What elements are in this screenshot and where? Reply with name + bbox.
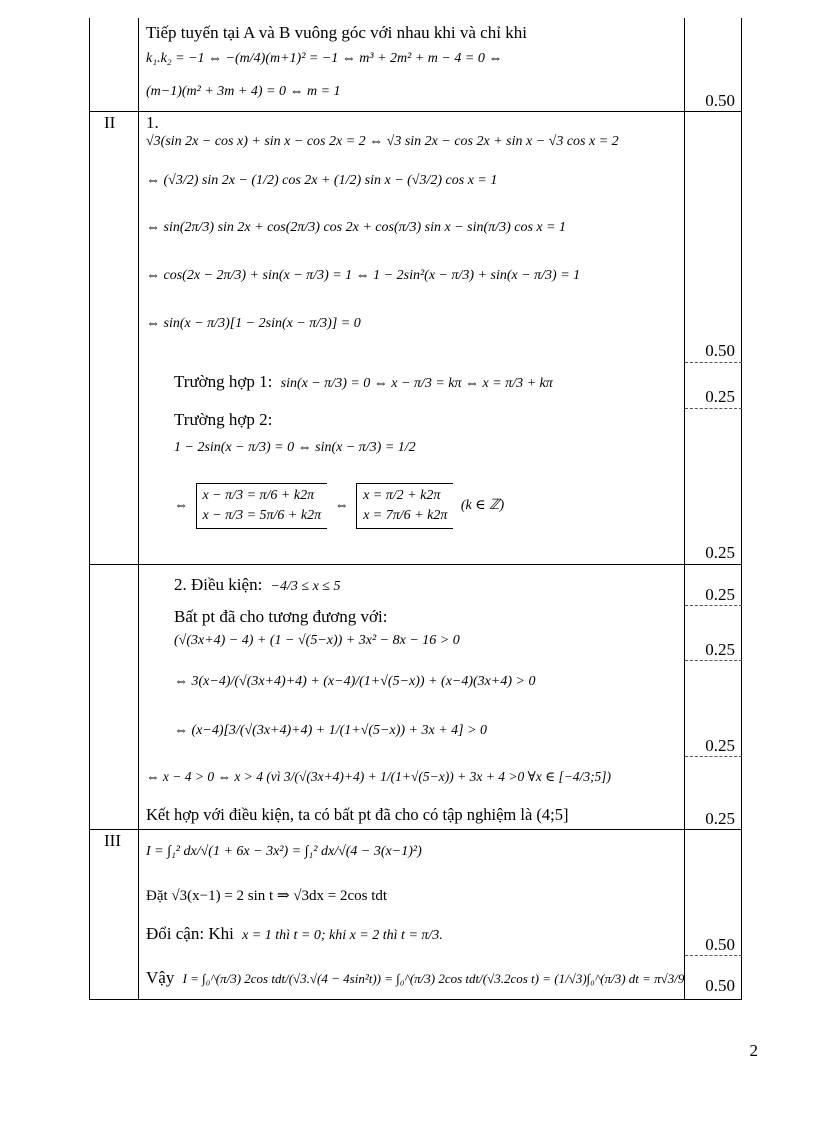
score-divider <box>685 408 742 409</box>
system-line: x = 7π/6 + k2π <box>363 508 448 523</box>
score-divider <box>685 756 742 757</box>
text-line: Trường hợp 2: <box>174 410 273 429</box>
formula-line: ⇔ sin(x − π/3)[1 − 2sin(x − π/3)] = 0 <box>146 316 361 331</box>
table-row <box>90 564 741 830</box>
condition-line <box>174 576 340 594</box>
score-cell <box>684 829 742 999</box>
condition-formula: −4/3 ≤ x ≤ 5 <box>270 579 341 594</box>
text-line: Tiếp tuyến tại A và B vuông góc với nhau khi và chỉ khi <box>146 23 527 42</box>
result-formula: I = ∫₀^(π/3) 2cos tdt/(√3.√(4 − 4sin²t)) = ∫₀^(π/3) 2cos tdt/(√3.2cos t) = (1/√3)∫₀^(π/3) dt = π√3/9 <box>182 971 685 986</box>
answer-table <box>89 18 742 1000</box>
score: 0.25 <box>705 640 735 659</box>
score-cell <box>684 18 742 111</box>
integer-condition: (k ∈ ℤ) <box>460 498 505 513</box>
formula-line: 1 − 2sin(x − π/3) = 0 ⇔ sin(x − π/3) = 1/2 <box>174 440 416 455</box>
score-divider <box>685 955 742 956</box>
conclusion-line: Kết hợp với điều kiện, ta có bất pt đã cho có tập nghiệm là (4;5] <box>146 805 569 824</box>
score: 0.50 <box>705 976 735 995</box>
formula-line: ⇔ (√3/2) sin 2x − (1/2) cos 2x + (1/2) sin x − (√3/2) cos x = 1 <box>146 173 498 188</box>
score-cell <box>684 564 742 829</box>
score-divider <box>685 605 742 606</box>
case-one-formula: sin(x − π/3) = 0 ⇔ x − π/3 = kπ ⇔ x = π/3 + kπ <box>280 376 553 391</box>
formula-line: ⇔ x − 4 > 0 ⇔ x > 4 (vì 3/(√(3x+4)+4) + 1/(1+√(5−x)) + 3x + 4 >0 ∀x ∈ [−4/3;5]) <box>146 769 612 784</box>
section-label-cell <box>90 111 139 564</box>
section-label: III <box>104 831 121 850</box>
case-one-line <box>174 373 553 391</box>
formula-line: I = ∫₁² dx/√(1 + 6x − 3x²) = ∫₁² dx/√(4 − 3(x−1)²) <box>146 844 422 859</box>
score-divider <box>685 660 742 661</box>
formula-line: ⇔ sin(2π/3) sin 2x + cos(2π/3) cos 2x + cos(π/3) sin x − sin(π/3) cos x = 1 <box>146 220 567 235</box>
text-line: Bất pt đã cho tương đương với: <box>174 607 388 626</box>
page-number: 2 <box>749 1041 758 1060</box>
case-one-label: Trường hợp 1: <box>174 372 273 391</box>
formula-line: ⇔ (x−4)[3/(√(3x+4)+4) + 1/(1+√(5−x)) + 3x + 4] > 0 <box>174 723 488 738</box>
section-label-cell <box>90 18 139 111</box>
bounds-label: Đổi cận: Khi <box>146 924 234 943</box>
bracket-system-1 <box>196 483 328 529</box>
score: 0.50 <box>705 341 735 360</box>
formula-line: ⇔ cos(2x − 2π/3) + sin(x − π/3) = 1 ⇔ 1 − 2sin²(x − π/3) + sin(x − π/3) = 1 <box>146 268 581 283</box>
formula-line: k₁.k₂ = −1 ⇔ −(m/4)(m+1)² = −1 ⇔ m³ + 2m² + m − 4 = 0 ⇔ <box>146 51 503 66</box>
bounds-formula: x = 1 thì t = 0; khi x = 2 thì t = π/3. <box>242 928 443 943</box>
condition-label: 2. Điều kiện: <box>174 575 263 594</box>
score: 0.25 <box>705 809 735 828</box>
text-line: 1. <box>146 113 159 132</box>
score: 0.25 <box>705 387 735 406</box>
system-line: x = π/2 + k2π <box>363 488 441 503</box>
system-of-solutions: ⇔ x − π/3 = π/6 + k2π x − π/3 = 5π/6 + k2π ⇔ x = π/2 + k2π x = 7π/6 + k2π (k ∈ ℤ) <box>174 483 504 529</box>
formula-line: ⇔ 3(x−4)/(√(3x+4)+4) + (x−4)/(1+√(5−x)) + (x−4)(3x+4) > 0 <box>174 674 536 689</box>
section-label-cell <box>90 564 139 829</box>
result-label: Vậy <box>146 968 175 987</box>
system-line: x − π/3 = π/6 + k2π <box>202 488 315 503</box>
bounds-line <box>146 925 443 943</box>
score-cell <box>684 111 742 564</box>
score-divider <box>685 362 742 363</box>
table-row <box>90 111 741 565</box>
formula-line: (m−1)(m² + 3m + 4) = 0 ⇔ m = 1 <box>146 84 341 99</box>
formula-line: √3(sin 2x − cos x) + sin x − cos 2x = 2 ⇔ √3 sin 2x − cos 2x + sin x − √3 cos x = 2 <box>146 134 619 149</box>
result-line <box>146 969 684 986</box>
system-line: x − π/3 = 5π/6 + k2π <box>202 508 322 523</box>
table-row <box>90 829 741 999</box>
score: 0.25 <box>705 543 735 562</box>
bracket-system-2 <box>356 483 453 529</box>
table-row <box>90 18 741 112</box>
substitution-line: Đặt √3(x−1) = 2 sin t ⇒ √3dx = 2cos tdt <box>146 888 388 904</box>
score: 0.50 <box>705 935 735 954</box>
score: 0.50 <box>705 91 735 110</box>
formula-line: (√(3x+4) − 4) + (1 − √(5−x)) + 3x² − 8x − 16 > 0 <box>174 633 460 648</box>
section-label-cell <box>90 829 139 999</box>
section-label: II <box>104 113 116 132</box>
score: 0.25 <box>705 736 735 755</box>
score: 0.25 <box>705 585 735 604</box>
